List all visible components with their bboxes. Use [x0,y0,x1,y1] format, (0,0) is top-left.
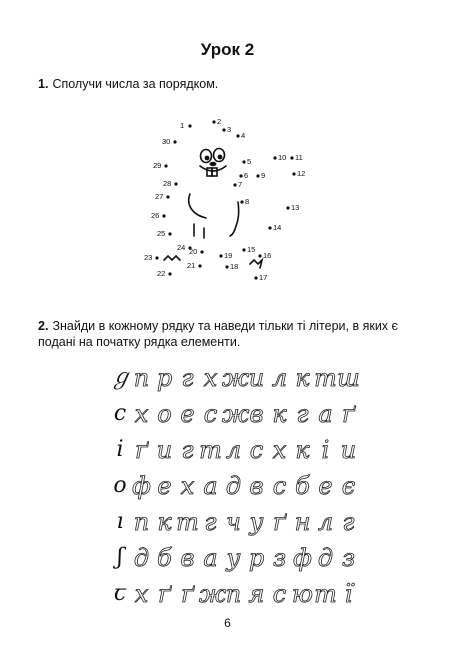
puzzle-dot-10 [273,156,276,159]
puzzle-dot-label-14: 14 [273,223,282,232]
task-2-number: 2. [38,319,49,333]
traceable-letter[interactable]: є [341,472,356,500]
puzzle-dot-29 [164,164,167,167]
puzzle-dot-19 [219,254,222,257]
traceable-letter[interactable]: г [296,400,309,428]
traceable-letter[interactable]: у [249,508,264,536]
puzzle-dot-25 [168,232,171,235]
traceable-letter[interactable]: а [203,544,218,572]
puzzle-dot-label-12: 12 [297,169,306,178]
puzzle-dot-label-5: 5 [247,157,252,166]
puzzle-dot-22 [168,272,171,275]
row-element-sample: с [113,401,127,426]
traceable-letter[interactable]: а [318,400,333,428]
row-element-sample: ℊ [110,365,133,390]
puzzle-dot-3 [222,128,225,131]
puzzle-dot-30 [173,140,176,143]
traceable-letter[interactable]: ю [291,580,314,608]
puzzle-dot-14 [268,226,271,229]
traceable-letter[interactable]: ґ [181,580,194,608]
traceable-letter[interactable]: з [341,544,356,572]
letter-row [110,392,410,428]
beaver-left-pupil-icon [205,156,210,161]
puzzle-dot-6 [239,174,242,177]
traceable-letter[interactable]: в [249,472,264,500]
beaver-left-foot-icon [164,256,180,260]
traceable-letter[interactable]: д [225,472,242,500]
traceable-letter[interactable]: и [156,436,173,464]
traceable-letter[interactable]: т [314,364,337,392]
puzzle-dot-26 [162,214,165,217]
letter-row [110,356,410,392]
puzzle-dot-label-13: 13 [291,203,300,212]
traceable-letter[interactable]: в [249,400,264,428]
row-element-sample: ı [116,509,124,534]
puzzle-dot-label-30: 30 [162,137,171,146]
puzzle-dot-label-15: 15 [247,245,256,254]
puzzle-dot-27 [166,195,169,198]
puzzle-dot-20 [200,250,203,253]
traceable-letter[interactable]: с [249,436,264,464]
traceable-letter[interactable]: д [133,544,150,572]
traceable-letter[interactable]: ґ [273,508,286,536]
traceable-letter[interactable]: я [248,580,265,608]
puzzle-dot-label-23: 23 [144,253,153,262]
puzzle-dot-label-3: 3 [227,125,232,134]
row-element-sample: ꞇ [113,581,127,606]
puzzle-dot-4 [236,134,239,137]
traceable-letter[interactable]: и [340,436,357,464]
traceable-letter[interactable]: г [342,508,355,536]
traceable-letter[interactable]: г [204,508,217,536]
traceable-letter[interactable]: ж [222,400,250,428]
puzzle-dot-label-19: 19 [224,251,233,260]
puzzle-dot-label-25: 25 [157,229,166,238]
puzzle-dot-label-26: 26 [151,211,160,220]
traceable-letter[interactable]: р [248,544,265,572]
traceable-letter[interactable]: п [133,508,150,536]
traceable-letter[interactable]: с [272,580,287,608]
task-1-number: 1. [38,77,49,91]
traceable-letter[interactable]: р [156,364,173,392]
task-2-instruction [38,318,428,350]
puzzle-dot-12 [292,172,295,175]
traceable-letter[interactable]: б [157,544,172,572]
traceable-letter[interactable]: ф [293,544,312,572]
traceable-letter[interactable]: к [272,400,287,428]
traceable-letter[interactable]: ї [344,580,353,608]
traceable-letter[interactable]: ф [132,472,151,500]
puzzle-dot-label-6: 6 [244,171,249,180]
puzzle-dot-label-27: 27 [155,192,164,201]
traceable-letter[interactable]: х [180,472,195,500]
traceable-letter[interactable]: ґ [342,400,355,428]
traceable-letter[interactable]: н [294,508,311,536]
row-element-sample: і [116,437,124,462]
task-1-text: Сполучи числа за порядком. [52,77,219,91]
task-1-instruction [38,76,418,92]
traceable-letter[interactable]: х [203,364,218,392]
puzzle-dot-9 [256,174,259,177]
puzzle-dot-label-11: 11 [295,153,303,162]
beaver-right-arm-icon [230,202,239,236]
puzzle-dot-1 [188,124,191,127]
puzzle-dot-label-9: 9 [261,171,266,180]
puzzle-dot-label-29: 29 [153,161,162,170]
puzzle-dot-label-2: 2 [217,117,222,126]
traceable-letter[interactable]: т [199,436,222,464]
puzzle-dot-label-1: 1 [180,121,185,130]
puzzle-dot-28 [174,182,177,185]
puzzle-dot-label-20: 20 [189,247,198,256]
letter-rows [110,356,410,608]
beaver-nose-icon [210,162,217,166]
puzzle-dot-8 [240,200,243,203]
traceable-letter[interactable]: х [134,580,149,608]
puzzle-dot-5 [242,160,245,163]
traceable-letter[interactable]: ж [199,580,227,608]
puzzle-dot-13 [286,206,289,209]
page-title: Урок 2 [200,40,255,59]
beaver-tooth-right-icon [212,168,217,176]
puzzle-dot-label-24: 24 [177,243,186,252]
puzzle-dot-18 [225,265,228,268]
traceable-letter[interactable]: х [134,400,149,428]
traceable-letter[interactable]: к [295,364,310,392]
traceable-letter[interactable]: в [180,544,195,572]
traceable-letter[interactable]: а [203,472,218,500]
traceable-letter[interactable]: о [157,400,172,428]
traceable-letter[interactable]: е [157,472,172,500]
beaver-right-pupil-icon [218,155,223,160]
traceable-letter[interactable]: б [295,472,310,500]
traceable-letter[interactable]: е [180,400,195,428]
traceable-letter[interactable]: х [272,436,287,464]
puzzle-dot-7 [233,183,236,186]
traceable-letter[interactable]: п [225,580,242,608]
row-element-sample: о [113,473,127,498]
page-number: 6 [224,616,231,630]
traceable-letter[interactable]: л [271,364,288,392]
puzzle-dot-label-7: 7 [238,180,243,189]
traceable-letter[interactable]: с [203,400,218,428]
puzzle-dot-17 [254,276,257,279]
traceable-letter[interactable]: ґ [135,436,148,464]
puzzle-dot-2 [212,120,215,123]
traceable-letter[interactable]: у [226,544,241,572]
beaver-belly-lines-icon [194,224,204,238]
connect-the-dots-beaver [144,110,320,290]
letter-row [110,536,410,572]
puzzle-dot-21 [198,264,201,267]
traceable-letter[interactable]: к [157,508,172,536]
puzzle-dot-15 [242,248,245,251]
traceable-letter[interactable]: е [318,472,333,500]
beaver-right-foot-icon [250,260,262,268]
puzzle-dot-label-28: 28 [163,179,172,188]
letter-row [110,572,410,608]
traceable-letter[interactable]: з [272,544,287,572]
puzzle-dot-16 [258,254,261,257]
puzzle-dot-label-18: 18 [230,262,239,271]
traceable-letter[interactable]: и [248,364,265,392]
puzzle-dot-label-4: 4 [241,131,246,140]
puzzle-dot-label-8: 8 [245,197,250,206]
traceable-letter[interactable]: п [133,364,150,392]
traceable-letter[interactable]: к [295,436,310,464]
traceable-letter[interactable]: ч [226,508,241,536]
puzzle-dot-label-16: 16 [263,251,272,260]
traceable-letter[interactable]: с [272,472,287,500]
puzzle-dot-label-17: 17 [259,273,268,282]
traceable-letter[interactable]: г [181,436,194,464]
puzzle-dot-label-22: 22 [157,269,166,278]
row-element-sample: ʃ [117,545,123,570]
traceable-letter[interactable]: д [317,544,334,572]
letter-row [110,428,410,464]
puzzle-dot-23 [155,256,158,259]
letter-row [110,500,410,536]
traceable-letter[interactable]: т [314,580,337,608]
traceable-letter[interactable]: ш [337,364,360,392]
traceable-letter[interactable]: і [321,436,330,464]
traceable-letter[interactable]: л [225,436,242,464]
traceable-letter[interactable]: ґ [158,580,171,608]
letter-row [110,464,410,500]
traceable-letter[interactable]: ж [222,364,250,392]
traceable-letter[interactable]: г [181,364,194,392]
puzzle-dot-label-10: 10 [278,153,287,162]
puzzle-dot-label-21: 21 [187,261,196,270]
task-2-text: Знайди в кожному рядку та наведи тільки ті літери, в яких є подані на початку рядка елементи. [38,319,398,349]
beaver-left-arm-icon [189,194,206,218]
traceable-letter[interactable]: т [176,508,199,536]
traceable-letter[interactable]: л [317,508,334,536]
puzzle-dot-11 [290,156,293,159]
